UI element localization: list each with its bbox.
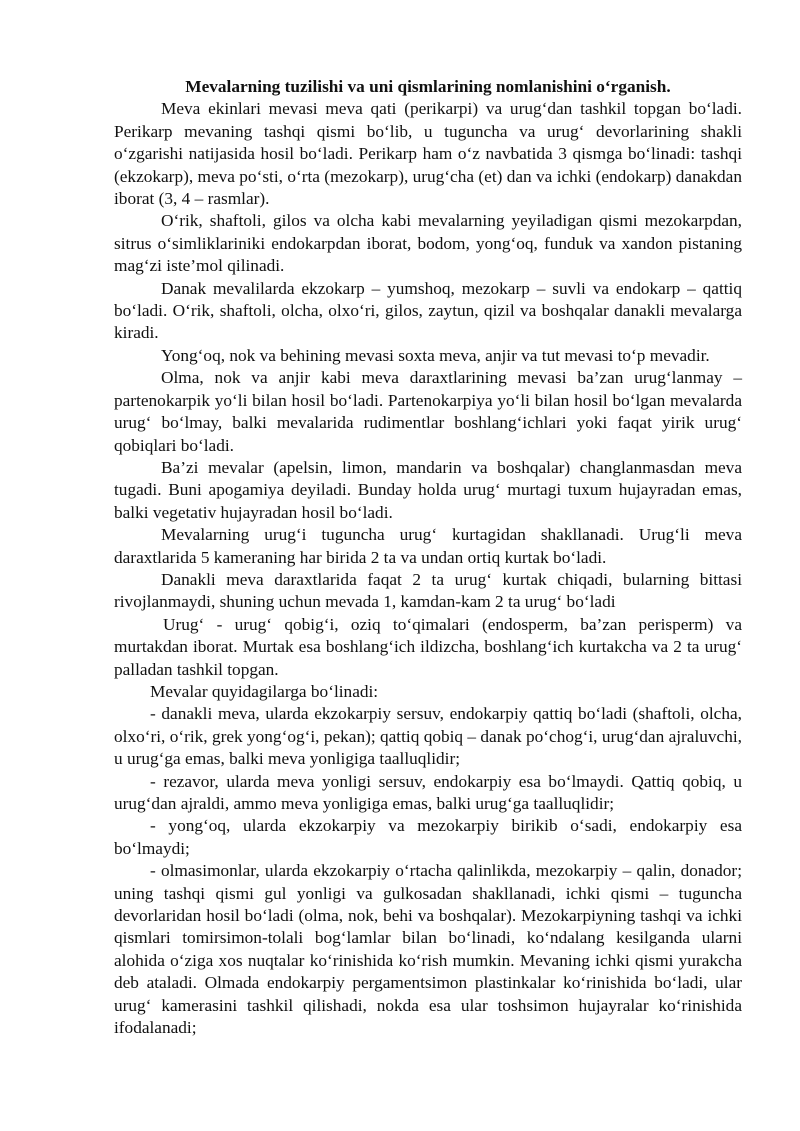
paragraph-false-fruit: Yong‘oq, nok va behining mevasi soxta meva, anjir va tut mevasi to‘p mevadir. bbox=[161, 345, 710, 365]
document-title: Mevalarning tuzilishi va uni qismlarining nomlanishini o‘rganish. bbox=[185, 77, 671, 96]
list-item-berry: - rezavor, ularda meva yonligi sersuv, endokarpiy esa bo‘lmaydi. Qattiq qobiq, u urug‘dan ajraldi, ammo meva yonligiga emas, balki urug‘ga taalluqlidir; bbox=[114, 771, 742, 813]
paragraph-classification-intro: Mevalar quyidagilarga bo‘linadi: bbox=[150, 681, 379, 701]
paragraph-apogamy: Ba’zi mevalar (apelsin, limon, mandarin va boshqalar) changlanmasdan meva tugadi. Buni apogamiya deyiladi. Bunday holda urug‘ murtagi tuxum hujayradan emas, balki vegetativ hujayradan hosil bo‘ladi. bbox=[114, 457, 742, 522]
paragraph-pericarp: Meva ekinlari mevasi meva qati (perikarpi) va urug‘dan tashkil topgan bo‘ladi. Perikarp mevaning tashqi qismi bo‘lib, u tuguncha va urug‘ devorlarining shakli o‘zgarishi natijasida hosil bo‘ladi. Perikarp ham o‘z navbatida 3 qismga bo‘linadi: tashqi (ekzokarp), meva po‘sti, o‘rta (mezokarp), urug‘cha (et) dan va ichki (endokarp) danakdan iborat (3, 4 – rasmlar). bbox=[114, 99, 742, 209]
document-page bbox=[114, 76, 742, 1039]
paragraph-stone-seed-buds: Danakli meva daraxtlarida faqat 2 ta urug‘ kurtak chiqadi, bularning bittasi rivojlanmaydi, shuning uchun mevada 1, kamdan-kam 2 ta urug‘ bo‘ladi bbox=[114, 569, 742, 612]
list-item-nut: - yong‘oq, ularda ekzokarpiy va mezokarpiy birikib o‘sadi, endokarpiy esa bo‘lmaydi; bbox=[114, 816, 742, 858]
paragraph-parthenocarpy: Olma, nok va anjir kabi meva daraxtlarining mevasi ba’zan urug‘lanmay – partenokarpik yo‘li bilan hosil bo‘ladi. Partenokarpiya yo‘li bilan hosil bo‘lgan mevalarda urug‘ bo‘lmay, balki mevalarida rudimentlar boshlang‘ichlari yoki faqat yirik urug‘ qobiqlari bo‘ladi. bbox=[114, 368, 742, 455]
paragraph-seed-structure: Urug‘ - urug‘ qobig‘i, oziq to‘qimalari (endosperm, ba’zan perisperm) va murtakdan iborat. Murtak esa boshlang‘ich ildizcha, boshlang‘ich kurtakcha va 2 ta urug‘ palladan tashkil topgan. bbox=[114, 614, 742, 679]
paragraph-seed-formation: Mevalarning urug‘i tugunchа urug‘ kurtagidan shakllanadi. Urug‘li meva daraxtlarida 5 kameraning har birida 2 ta va undan ortiq kurtak bo‘ladi. bbox=[114, 525, 742, 567]
paragraph-edible-part: O‘rik, shaftoli, gilos va olcha kabi mevalarning yeyiladigan qismi mezokarpdan, sitrus o‘simliklariniki endokarpdan iborat, bodom, yong‘oq, funduk va xandon pistaning mag‘zi iste’mol qilinadi. bbox=[114, 211, 742, 276]
list-item-pome: - olmasimonlar, ularda ekzokarpiy o‘rtacha qalinlikda, mezokarpiy – qalin, donador; uning tashqi qismi gul yonligi va gulkosadan shakllanadi, ichki qismi – tuguncha devorlaridan hosil bo‘ladi (olma, nok, behi va boshqalar). Mezokarpiyning tashqi va ichki qismlari tomirsimon-tolali bog‘lamlar bilan bo‘linadi, ko‘ndalang kesilganda ularni alohida o‘ziga xos nuqtalar ko‘rinishida ko‘rish mumkin. Mevaning ichki qismi yurakcha deb ataladi. Olmada endokarpiy pergamentsimon plastinkalar ko‘rinishida bo‘ladi, ular urug‘ kamerasini tashkil qilishadi, nokda esa ular toshsimon hujayralar ko‘rinishida ifodalanadi; bbox=[114, 861, 742, 1038]
list-item-stone-fruit: - danakli meva, ularda ekzokarpiy sersuv, endokarpiy qattiq bo‘ladi (shaftoli, olcha, olxo‘ri, o‘rik, grek yong‘og‘i, pekan); qattiq qobiq – danak po‘chog‘i, urug‘dan ajraluvchi, u urug‘ga emas, balki meva yonligiga taalluqlidir; bbox=[114, 704, 742, 769]
paragraph-stone-fruits: Danak mevalilarda ekzokarp – yumshoq, mezokarp – suvli va endokarp – qattiq bo‘ladi. O‘rik, shaftoli, olcha, olxo‘ri, gilos, zaytun, qizil va boshqalar danakli mevalarga kiradi. bbox=[114, 278, 742, 343]
